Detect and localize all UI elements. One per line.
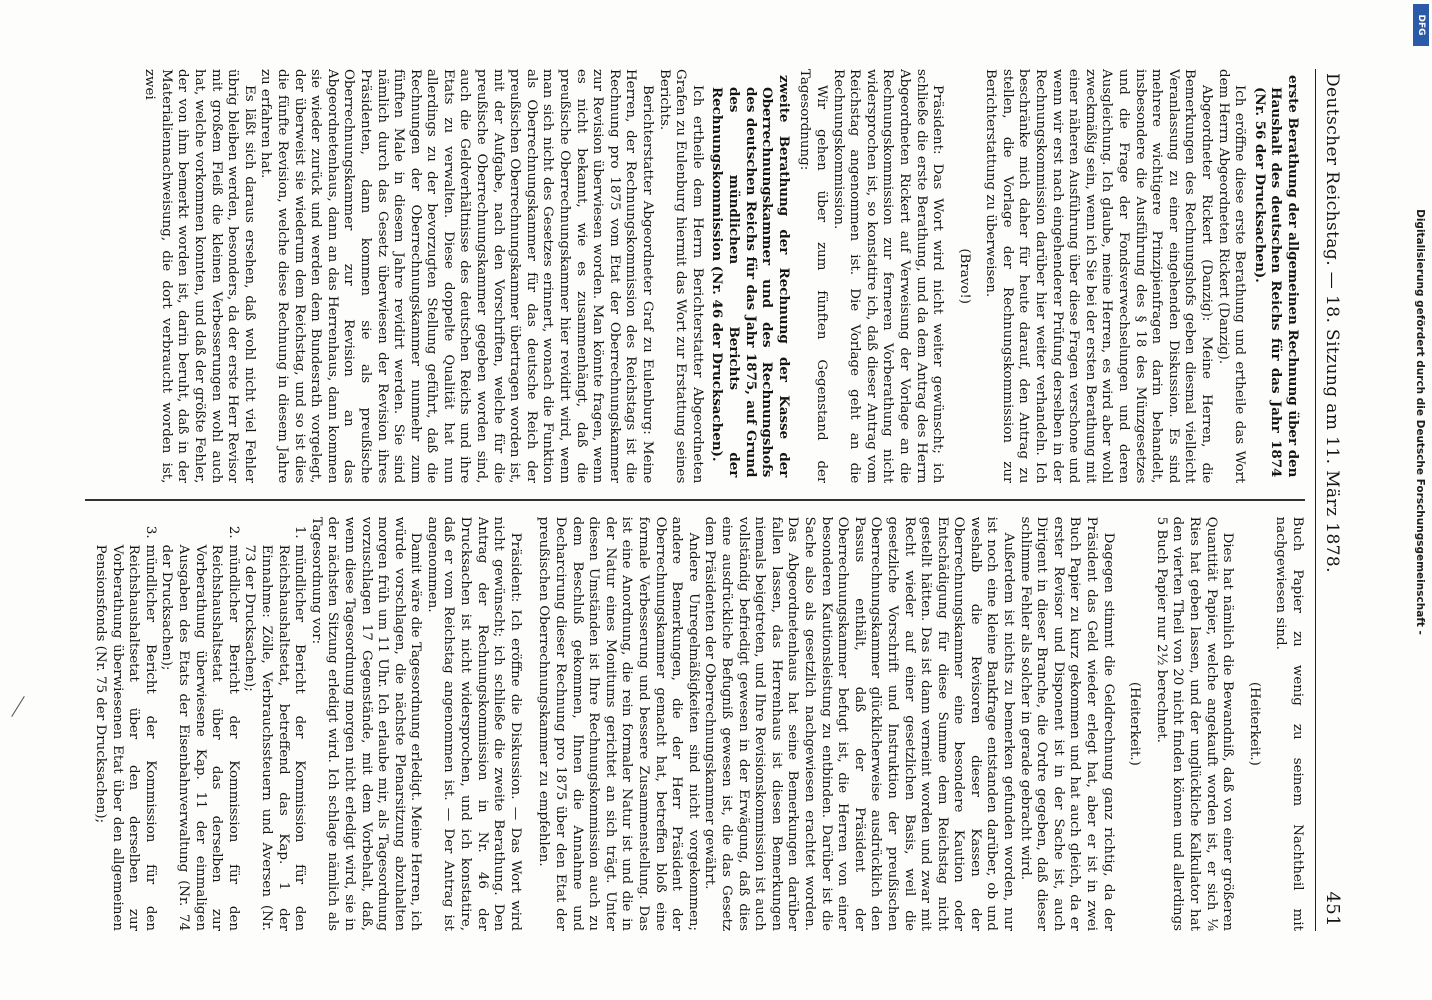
- paragraph: Präsident: Ich eröffne die Diskussion. — Das Wort wird nicht gewünscht; ich schließe die zweite Berathung. Den Antrag der Rechnungskommission in Nr. 46 der Drucksachen ist nicht widersprochen, und ich konstatire, daß er vom Reichstag angenommen ist. — Der Antrag ist angenommen.: [424, 516, 523, 932]
- column-right: [85, 517, 1305, 931]
- list-number: 2.: [225, 525, 241, 539]
- agenda-heading-1: erste Berathung der allgemeinen Rechnung über den Haushalt des deutschen Reichs für das Jahr 1874 (Nr. 56 der Drucksachen).: [1251, 75, 1301, 478]
- paragraph: Ich eröffne diese erste Berathung und ertheile das Wort dem Herrn Abgeordneten Rickert (Danzig).: [1215, 69, 1248, 484]
- agenda-heading-2: zweite Berathung der Rechnung der Kasse der Oberrechnungskammer und des Rechnungshofs des deutschen Reichs für das Jahr 1875, auf Grund des mündlichen Berichts der Rechnungskommission (Nr. 46 der Drucksachen).: [709, 75, 792, 478]
- interjection: (Heiterkeit.): [1127, 681, 1143, 766]
- list-item: [91, 517, 157, 931]
- digitization-credit: [1410, 52, 1430, 792]
- interjection: (Bravo!): [956, 248, 972, 305]
- rotated-document-page: [51, 25, 1381, 975]
- paragraph: Ich ertheile dem Herrn Berichterstatter Abgeordneten Grafen zu Eulenburg hiermit das Wort zur Erstattung seines Berichts.: [656, 69, 705, 484]
- dfg-logo-badge: [1413, 4, 1429, 46]
- paragraph: Außerdem ist nichts zu bemerken gefunden worden, nur ist noch eine kleine Bankfrage entstanden darüber, ob und weshalb die Revisoren dieser Kassen der Oberrechnungskammer eine besondere Kaution oder Entschädigung für diese Summe dem Reichstag nicht gestellt hätten. Das ist dann verneint worden und zwar mit Recht wieder auf einer gesetzlichen Basis, weil die gesetzliche Vorschrift und Instruktion der preußischen Oberrechnungskammer glücklicherweise ausdrücklich den Passus enthält, daß der Präsident der Oberrechnungskammer befugt ist, die Herren von einer besonderen Kautionsleistung zu entbinden. Darüber ist die Sache also als gesetzlich nachgewiesen erachtet worden. Das Abgeordnetenhaus hat seine Bemerkungen darüber fallen lassen, das Herrenhaus ist diesen Bemerkungen niemals beigetreten, und Ihre Revisionskommission ist auch vollständig befriedigt gewesen in der Erwägung, daß dies eine ausdrückliche Befugniß gewesen ist, die das Gesetz dem Präsidenten der Oberrechnungskammer gewährt.: [702, 516, 1017, 932]
- dfg-logo-text: DFG: [1416, 14, 1426, 36]
- running-head: [1315, 69, 1343, 931]
- paragraph: Präsident: Das Wort wird nicht weiter gewünscht; ich schließe die erste Berathung, und da dem Antrag des Herrn Abgeordneten Rickert auf Verweisung der Vorlage an die Rechnungskommission zur ferneren Vorberathung nicht widersprochen ist, so konstatire ich, daß dieser Antrag vom Reichstag angenommen ist. Die Vorlage geht an die Rechnungskommission.: [830, 69, 946, 484]
- list-text: mündlicher Bericht der Kommission für den Reichshaushaltsetat, betreffend das Kap. 1 der Einnahme: Zölle, Verbrauchssteuern und Aversen (Nr. 73 der Drucksachen);: [242, 544, 308, 932]
- list-item: [158, 517, 241, 931]
- paragraph: Damit wäre die Tagesordnung erledigt. Meine Herren, ich würde vorschlagen, die nächste Plenarsitzung abzuhalten morgen früh um 11 Uhr. Ich erlaube mir, als Tagesordnung vorzuschlagen 17 Gegenstände, mit dem Vorbehalt, daß, wenn diese Tagesordnung morgen nicht erledigt wird, sie in der nächsten Sitzung erledigt wird. Ich schlage nämlich als Tagesordnung vor:: [308, 516, 424, 932]
- interjection: (Heiterkeit.): [1246, 681, 1262, 766]
- list-text: mündlicher Bericht der Kommission für den Reichshaushaltsetat über den derselben zur Vorberathung überwiesenen Etat über den allgemeinen Pensionsfonds (Nr. 75 der Drucksachen);: [93, 544, 158, 932]
- paragraph: Dagegen stimmt die Geldrechnung ganz richtig, da der Präsident das Geld wieder erlegt hat, aber er ist in zwei Buch Papier zu kurz gekommen und hat auch gleich, da er erster Revisor und Disponent ist in der Sache ist, auch Dirigent in dieser Branche, die Ordre gegeben, daß dieser schlimme Fehler als solcher in gerade gebracht wird.: [1017, 516, 1116, 932]
- paragraph: Andere Unregelmäßigkeiten sind nicht vorgekommen; andere Bemerkungen, die der Herr Präsident der Oberrechnungskammer gemacht hat, betreffen bloß eine formale Verbesserung und bessere Zusammenstellung. Das ist eine Anordnung, die rein formaler Natur ist und die in der Natur eines Monitums gerichtet an sich trägt. Unter diesen Umständen ist Ihre Rechnungskommission auch zu dem Beschluß gekommen, Ihnen die Annahme und Decharcirung dieser Rechnung pro 1875 über den Etat der preußischen Oberrechnungskammer zu empfehlen.: [536, 516, 701, 932]
- list-text: mündlicher Bericht der Kommission für den Reichshaushaltsetat über das derselben zur Vorberathung überwiesene Kap. 11 der einmaligen Ausgaben des Etats der Eisenbahnverwaltung (Nr. 74 der Drucksachen);: [159, 544, 241, 932]
- text-columns: [85, 69, 1305, 931]
- spacer: [523, 517, 535, 931]
- paragraph: Berichterstatter Abgeordneter Graf zu Eulenburg: Meine Herren, der Rechnungskommission des Reichstags ist die Rechnung pro 1875 vom Etat der Oberrechnungskammer zur Revision überwiesen worden. Man könnte fragen, wenn es nicht bekannt, wie es zusammenhängt, daß die preußische Oberrechnungskammer hier revidirt wird, wenn man sich nicht des Gesetzes erinnert, wonach die Funktion als Oberrechnungskammer für das deutsche Reich der preußischen Oberrechnungskammer übertragen worden ist, mit der Aufgabe, nach den Vorschriften, welche für die preußische Oberrechnungskammer gegeben worden sind, auch die Geldverhältnisse des deutschen Reichs und ihre Etats zu verwalten. Diese doppelte Qualität hat nun allerdings zu der bevorzugten Stellung geführt, daß die Rechnungen der Oberrechnungskammer nunmehr zum fünften Male in diesem Jahre revidirt werden. Sie sind nämlich durch das Gesetz überwiesen der Revision ihres Präsidenten, dann kommen sie als preußische Oberrechnungskammer zur Revision an das Abgeordnetenhaus, dann an das Herrenhaus, dann kommen sie wieder zurück und werden dem Bundesrath vorgelegt, der überweist sie wiederum dem Reichstag, und so ist dies die fünfte Revision, welche diese Rechnung in diesem Jahre zu erfahren hat.: [258, 69, 656, 484]
- list-number: 3.: [142, 525, 158, 539]
- page-number: 451: [1322, 891, 1343, 927]
- paragraph: Es läßt sich daraus ersehen, daß wohl nicht viel Fehler übrig bleiben werden, besonders, da der erste Herr Revisor mit großem Fleiß die kleinen Verbesserungen wohl auch hat, welche vorkommen konnten, und daß der größte Fehler, der von ihm bemerkt worden ist, darin beruht, daß in der Materialiennachweisung, die dort verbraucht worden ist, zwei: [142, 69, 257, 484]
- paragraph: Wir gehen über zum fünften Gegenstand der Tagesordnung:: [797, 69, 829, 484]
- running-head-title: Deutscher Reichstag. — 18. Sitzung am 11. März 1878.: [1322, 73, 1342, 573]
- paragraph: Dies hat nämlich die Bewandniß, daß von einer größeren Quantität Papier, welche angekauft worden ist, er sich ⅛ Ries hat geben lassen, und der unglückliche Kalkulator hat den vierten Theil von 20 nicht finden können und allerdings 5 Buch Papier nur 2½ berechnet.: [1153, 516, 1236, 932]
- list-item: [241, 517, 307, 931]
- stray-pen-mark: [11, 696, 25, 717]
- column-left: [85, 69, 1305, 483]
- digitization-credit-text: Digitalisierung gefördert durch die Deutsche Forschungsgemeinschaft -: [1414, 209, 1426, 635]
- paragraph: Buch Papier zu wenig zu seinem Nachtheil mit nachgewiesen sind.: [1273, 516, 1305, 932]
- list-number: 1.: [292, 525, 308, 539]
- column-divider: [85, 499, 1305, 500]
- paragraph: Abgeordneter Rickert (Danzig): Meine Herren, die Bemerkungen des Rechnungshofs geben diesmal vielleicht Veranlassung zu einer eingehenden Diskussion. Es sind mehrere wichtigere Prinzipienfragen darin behandelt, insbesondere die Ausführung des § 18 des Münzgesetzes und die Frage der Fondsverwechselungen und deren Ausgleichung. Ich glaube, meine Herren, es wird aber wohl zweckmäßig sein, wenn ich Sie bei der ersten Berathung mit einer näheren Ausführung über diese Fragen verschone und wenn wir erst nach eingehenderer Prüfung derselben in der Rechnungskommission darüber hier weiter verhandeln. Ich beschränke mich daher für heute darauf, den Antrag zu stellen, die Vorlage der Rechnungskommission zur Berichterstattung zu überweisen.: [983, 69, 1215, 484]
